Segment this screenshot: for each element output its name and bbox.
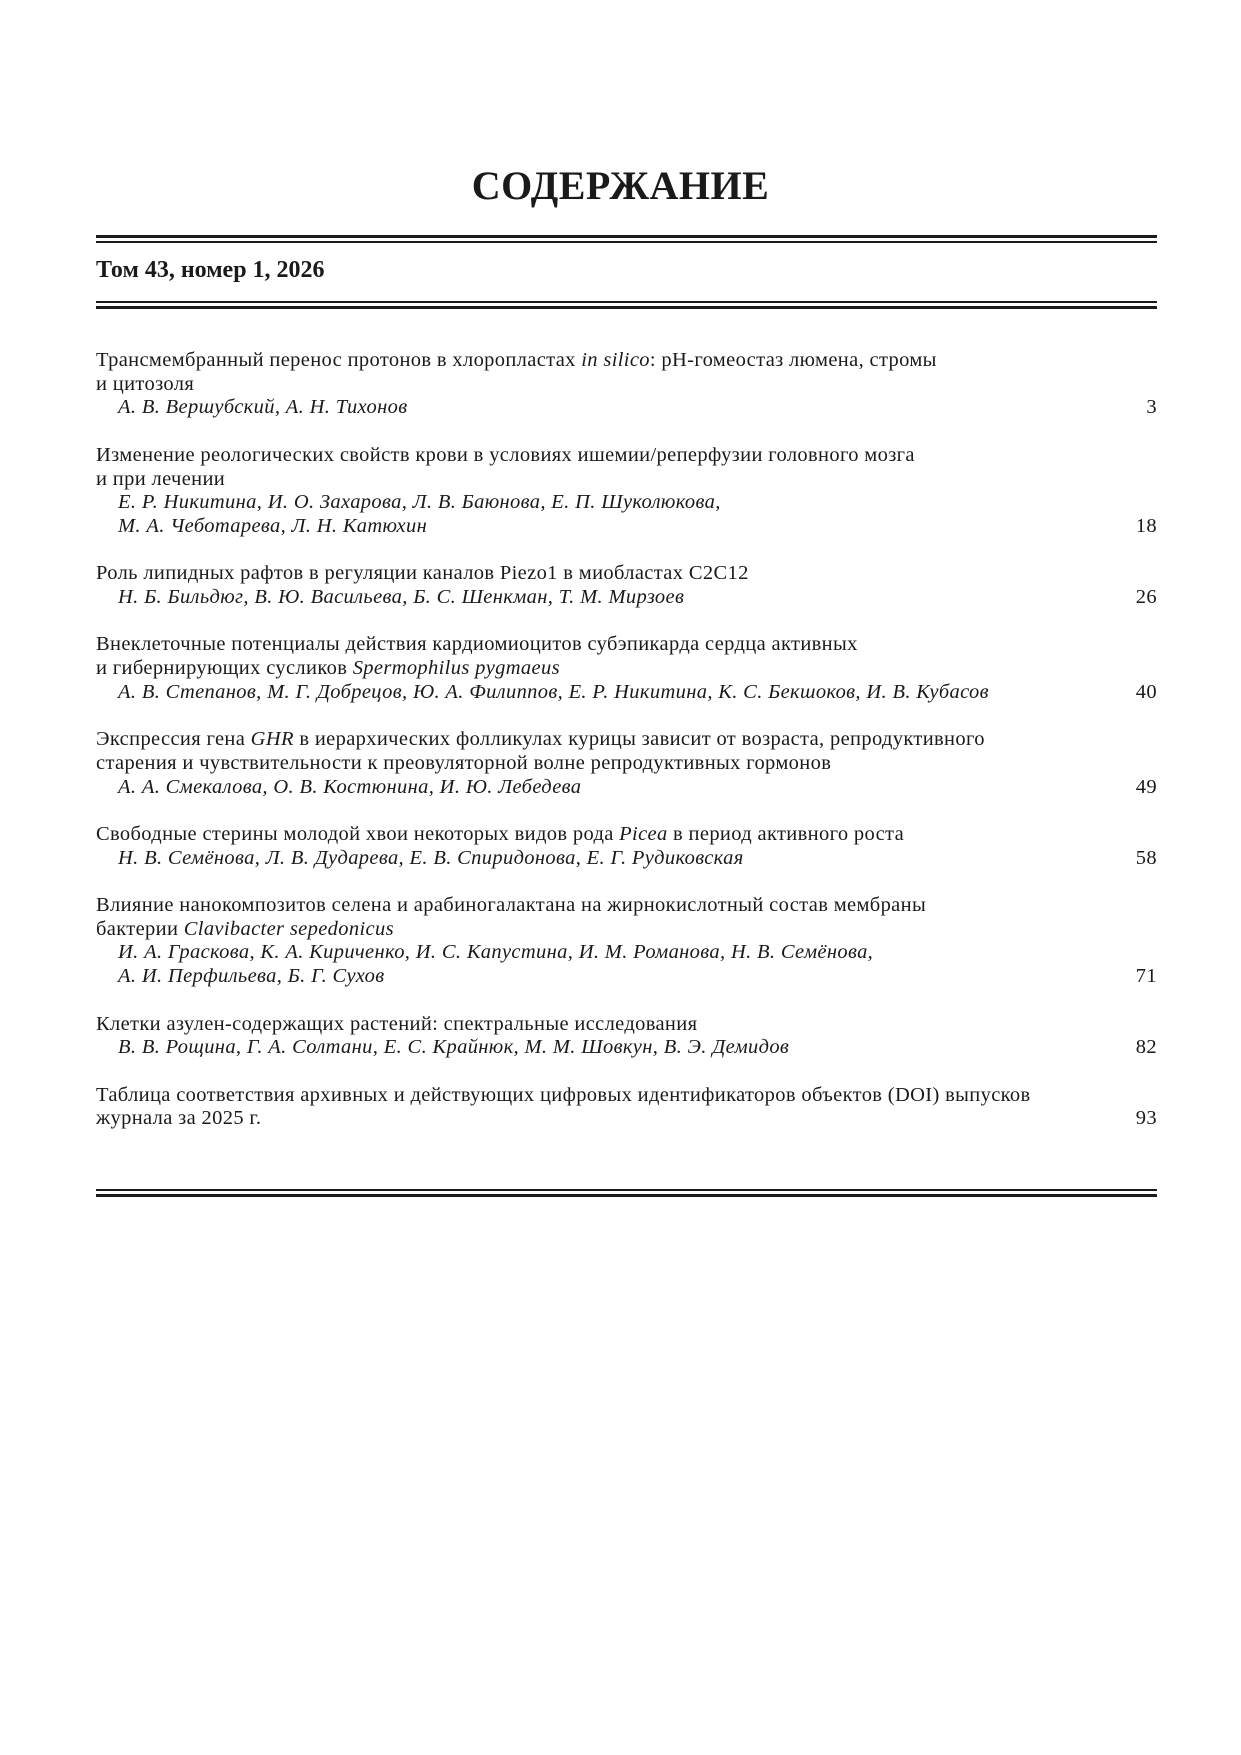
article-title-text: журнала за 2025 г. xyxy=(96,1107,262,1130)
toc-entry-body xyxy=(96,1013,1127,1060)
toc-entry-body xyxy=(96,894,1127,989)
article-title-italic: in silico xyxy=(581,349,650,371)
toc-entry[interactable] xyxy=(96,349,1157,420)
article-title-line[interactable] xyxy=(96,657,1127,681)
article-authors: Н. В. Семёнова, Л. В. Дударева, Е. В. Спиридонова, Е. Г. Рудиковская xyxy=(118,846,744,869)
page-number[interactable]: 40 xyxy=(1135,680,1157,703)
article-title-italic: Spermophilus pygmaeus xyxy=(352,657,560,680)
page-number[interactable]: 93 xyxy=(1135,1107,1157,1130)
article-title-line[interactable] xyxy=(96,752,1127,776)
article-authors: Е. Р. Никитина, И. О. Захарова, Л. В. Баюнова, Е. П. Шуколюкова, xyxy=(118,491,721,514)
article-title-line[interactable] xyxy=(96,444,1127,468)
toc-entry[interactable] xyxy=(96,562,1157,609)
article-title-line[interactable] xyxy=(96,918,1127,942)
toc-entry[interactable] xyxy=(96,444,1157,539)
page-number[interactable]: 18 xyxy=(1135,514,1157,537)
article-authors: А. И. Перфильева, Б. Г. Сухов xyxy=(118,965,385,988)
article-title-text: Роль липидных рафтов в регуляции каналов Piezo1 в миобластах C2C12 xyxy=(96,562,749,585)
article-title-line[interactable] xyxy=(96,633,1127,657)
article-title-line[interactable] xyxy=(96,1084,1127,1108)
article-title-text: бактерии xyxy=(96,917,184,940)
article-authors: А. В. Вершубский, А. Н. Тихонов xyxy=(118,396,408,419)
toc-entry-body xyxy=(96,823,1127,870)
toc-entry[interactable] xyxy=(96,633,1157,704)
article-title-line[interactable] xyxy=(96,728,1127,752)
article-title-line[interactable] xyxy=(96,468,1127,492)
article-title-italic: Picea xyxy=(619,822,668,845)
volume-heading: Том 43, номер 1, 2026 xyxy=(96,257,325,283)
article-title-text: Таблица соответствия архивных и действующих цифровых идентификаторов объектов (DOI) выпусков xyxy=(96,1083,1031,1106)
article-title-text: Внеклеточные потенциалы действия кардиомиоцитов субэпикарда сердца активных xyxy=(96,633,858,656)
article-authors: А. В. Степанов, М. Г. Добрецов, Ю. А. Филиппов, Е. Р. Никитина, К. С. Бекшоков, И. В. Кубасов xyxy=(118,680,989,703)
article-title-text: Экспрессия гена xyxy=(96,728,251,751)
article-title-text: старения и чувствительности к преовуляторной волне репродуктивных гормонов xyxy=(96,751,832,774)
article-title-line[interactable] xyxy=(96,562,1127,586)
page-title: СОДЕРЖАНИЕ xyxy=(471,163,770,208)
toc-entry-body xyxy=(96,728,1127,799)
double-rule-under-volume xyxy=(96,301,1157,309)
toc-entry[interactable] xyxy=(96,894,1157,989)
toc-entry[interactable] xyxy=(96,823,1157,870)
article-title-text: Клетки азулен-содержащих растений: спектральные исследования xyxy=(96,1012,698,1035)
article-title-line[interactable] xyxy=(96,349,1127,373)
toc-entry-body xyxy=(96,562,1127,609)
article-authors: И. А. Граскова, К. А. Кириченко, И. С. Капустина, И. М. Романова, Н. В. Семёнова, xyxy=(118,941,874,964)
double-rule-top xyxy=(96,235,1157,243)
article-title-text: Свободные стерины молодой хвои некоторых видов рода xyxy=(96,822,620,845)
page-number[interactable]: 82 xyxy=(1135,1036,1157,1059)
article-title-line[interactable] xyxy=(96,373,1127,397)
article-title-text: в период активного роста xyxy=(667,822,905,845)
article-title-text: Влияние нанокомпозитов селена и арабиногалактана на жирнокислотный состав мембраны xyxy=(96,894,927,917)
article-title-text: Трансмембранный перенос протонов в хлоропластах xyxy=(96,349,582,371)
article-title-line[interactable] xyxy=(96,823,1127,847)
article-title-text: и при лечении xyxy=(96,467,226,490)
article-title-line[interactable] xyxy=(96,1107,1127,1131)
article-authors: М. А. Чеботарева, Л. Н. Катюхин xyxy=(118,514,428,537)
toc-entry-body xyxy=(96,349,1127,420)
page-number[interactable]: 49 xyxy=(1135,775,1157,798)
article-title-text: : pH-гомеостаз люмена, стромы xyxy=(649,349,937,371)
article-title-line[interactable] xyxy=(96,894,1127,918)
double-rule-bottom xyxy=(96,1189,1157,1197)
article-title-text: в иерархических фолликулах курицы зависит от возраста, репродуктивного xyxy=(293,728,985,751)
article-title-text: и гибернирующих сусликов xyxy=(96,657,353,680)
toc-entry-body xyxy=(96,444,1127,539)
page-number[interactable]: 26 xyxy=(1135,586,1157,608)
toc-entry-body xyxy=(96,1084,1127,1131)
toc-entry-body xyxy=(96,633,1127,704)
article-title-italic: Clavibacter sepedonicus xyxy=(183,917,394,940)
article-authors: Н. Б. Бильдюг, В. Ю. Васильева, Б. С. Шенкман, Т. М. Мирзоев xyxy=(118,586,685,608)
toc-entry[interactable] xyxy=(96,1084,1157,1131)
article-title-italic: GHR xyxy=(250,728,294,751)
toc-entry[interactable] xyxy=(96,728,1157,799)
toc-entry[interactable] xyxy=(96,1013,1157,1060)
page-number[interactable]: 58 xyxy=(1135,846,1157,869)
article-title-line[interactable] xyxy=(96,1013,1127,1037)
page-number[interactable]: 3 xyxy=(1146,396,1157,419)
page-number[interactable]: 71 xyxy=(1135,965,1157,988)
table-of-contents xyxy=(96,349,1157,1155)
article-authors: А. А. Смекалова, О. В. Костюнина, И. Ю. Лебедева xyxy=(118,775,582,798)
article-title-text: Изменение реологических свойств крови в условиях ишемии/реперфузии головного мозга xyxy=(96,443,915,466)
article-authors: В. В. Рощина, Г. А. Солтани, Е. С. Крайнюк, М. М. Шовкун, В. Э. Демидов xyxy=(118,1036,790,1059)
article-title-text: и цитозоля xyxy=(96,372,195,395)
